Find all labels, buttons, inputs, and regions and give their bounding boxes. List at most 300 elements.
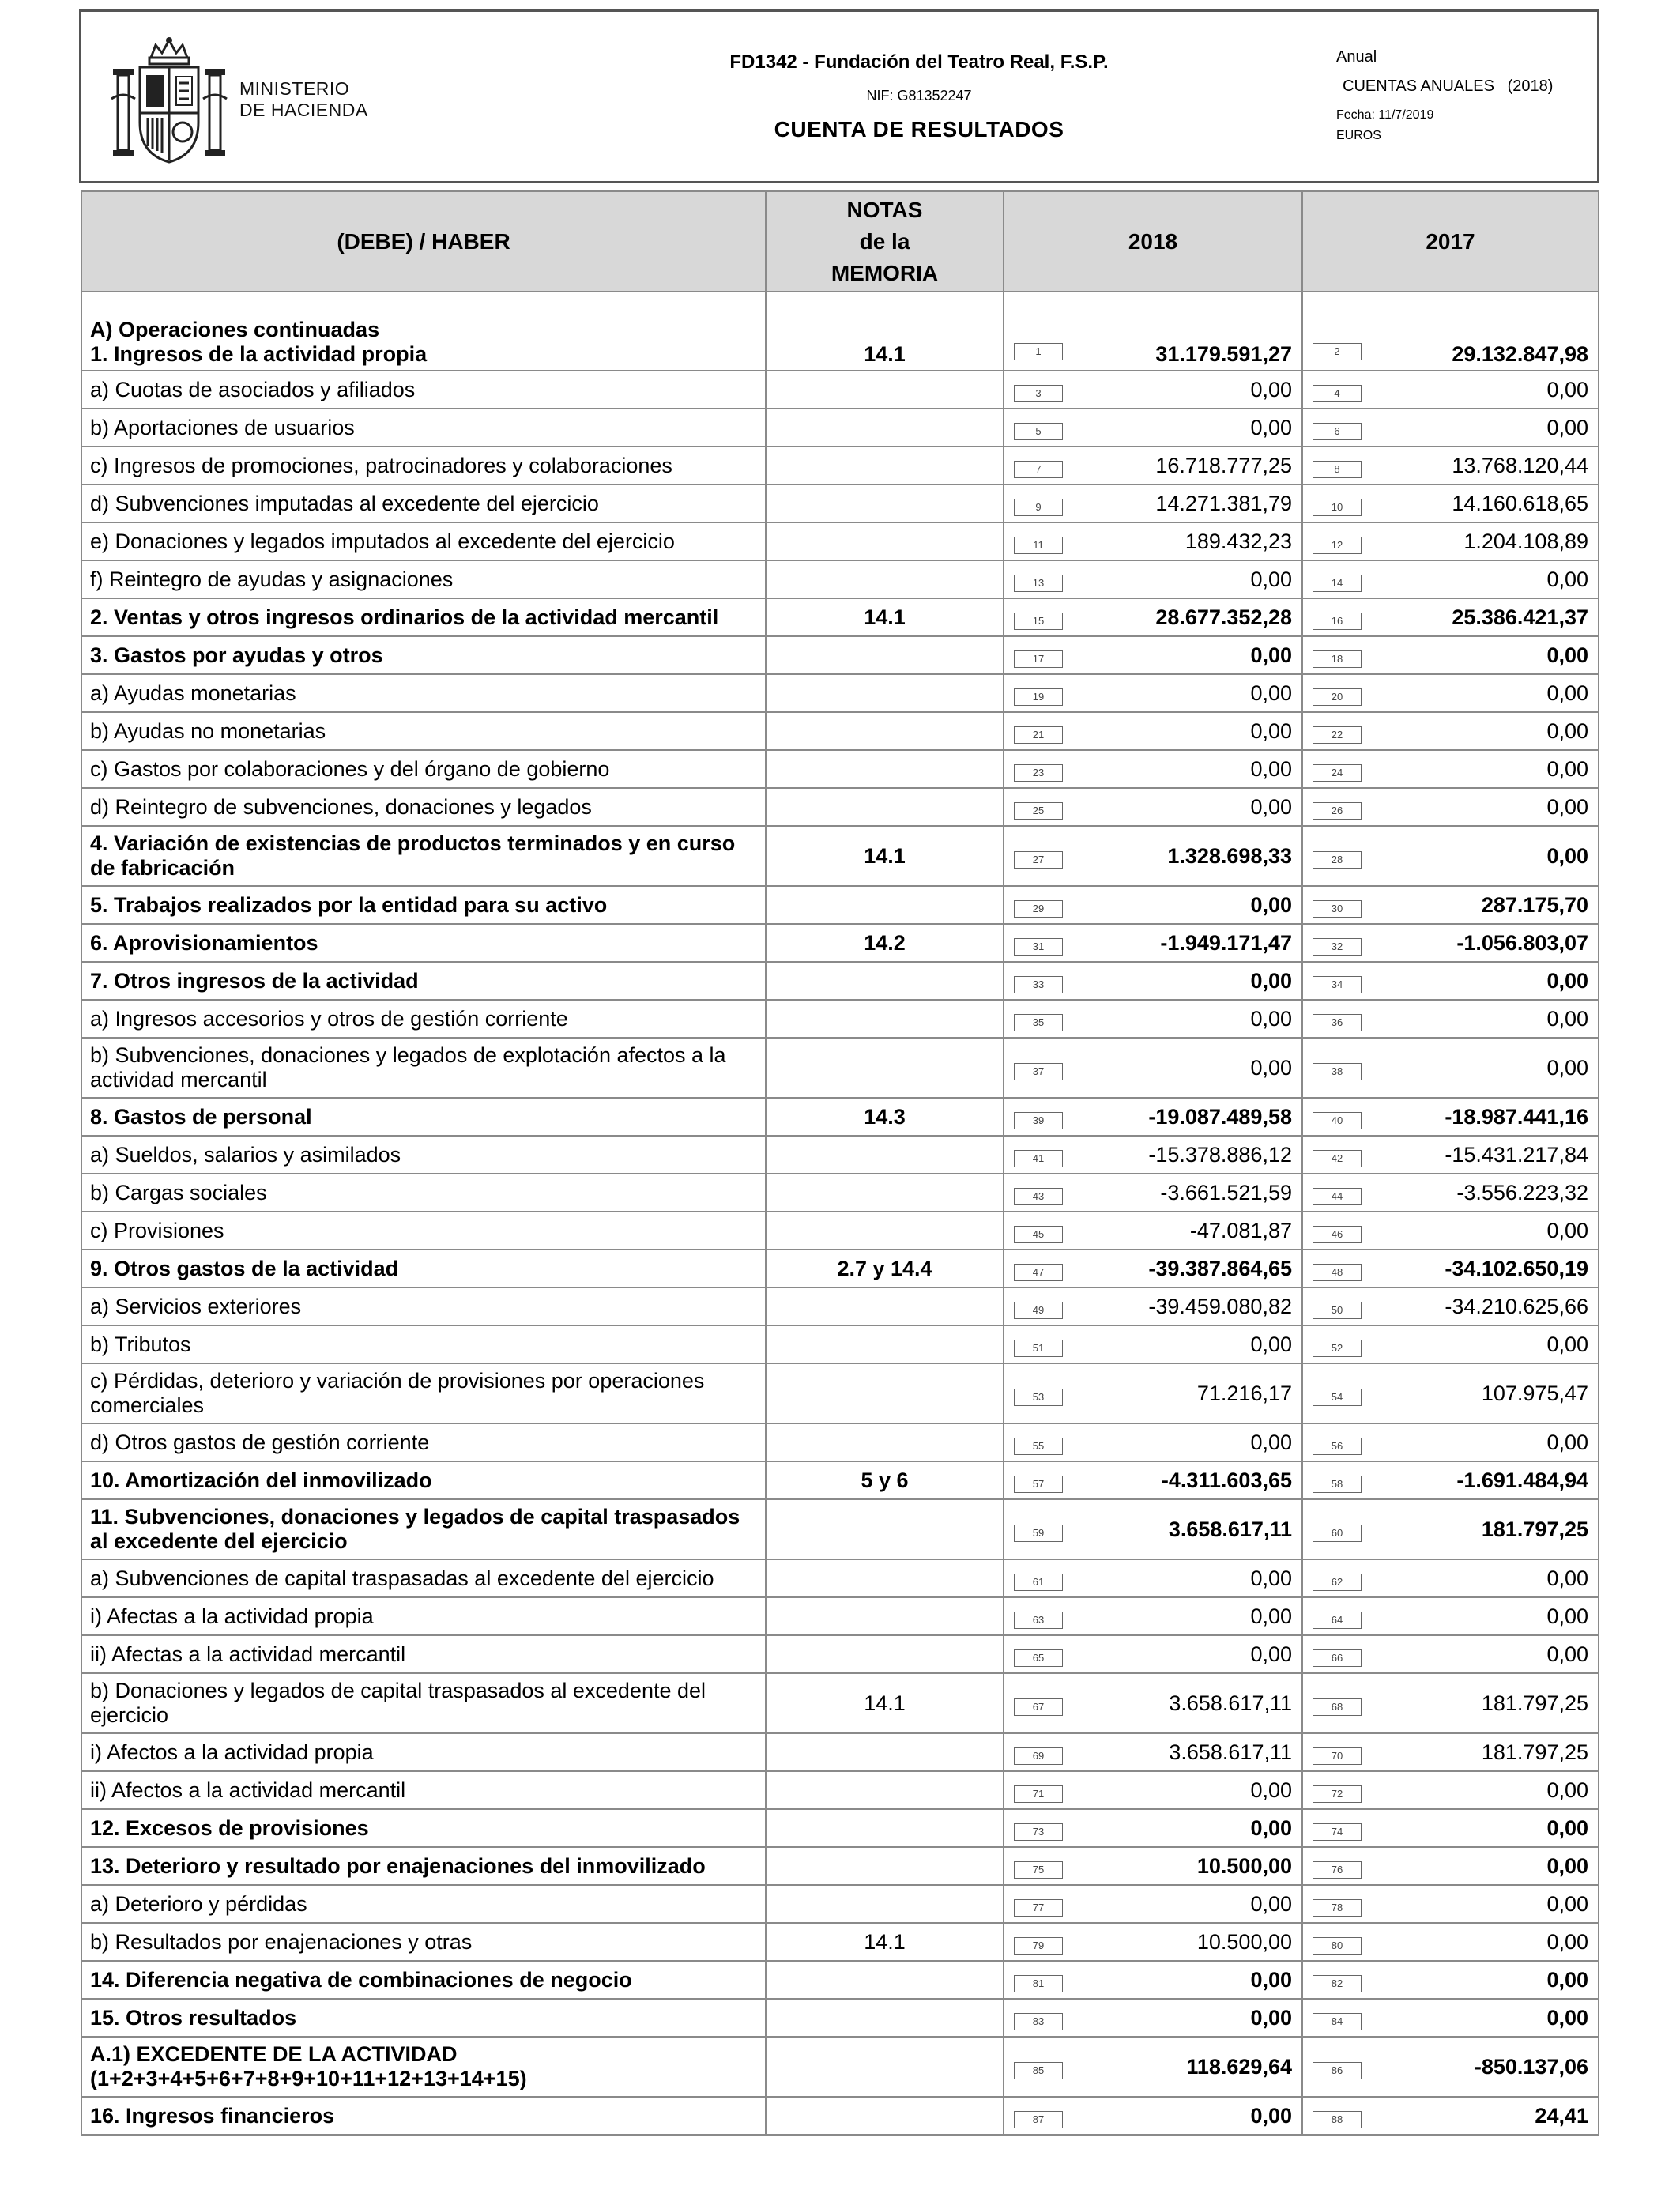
value-2018 (1004, 1325, 1302, 1363)
box-code: 62 (1313, 1574, 1362, 1591)
results-table (81, 190, 1599, 2136)
amount: 0,00 (1250, 892, 1292, 917)
row-note (766, 1499, 1004, 1559)
row-note: 14.1 (766, 1923, 1004, 1961)
row-note (766, 788, 1004, 826)
amount: 29.132.847,98 (1452, 342, 1588, 366)
coat-of-arms-icon (110, 36, 228, 170)
row-label-text: e) Donaciones y legados imputados al excedente del ejercicio (90, 529, 675, 553)
value-2018 (1004, 1809, 1302, 1847)
row-note: 2.7 y 14.4 (766, 1250, 1004, 1287)
row-label (81, 1673, 766, 1733)
amount: 25.386.421,37 (1452, 605, 1588, 629)
accounts-type: CUENTAS ANUALES (2018) (1343, 77, 1554, 95)
row-note: 14.1 (766, 826, 1004, 886)
value-2018 (1004, 750, 1302, 788)
row-label (81, 1499, 766, 1559)
amount: 0,00 (1250, 415, 1292, 439)
row-note: 14.2 (766, 924, 1004, 962)
box-code: 25 (1014, 802, 1063, 820)
value-2018 (1004, 484, 1302, 522)
value-2017 (1302, 1212, 1599, 1250)
box-code: 78 (1313, 1899, 1362, 1917)
box-code: 52 (1313, 1340, 1362, 1357)
row-note (766, 1809, 1004, 1847)
amount: 0,00 (1546, 567, 1588, 591)
amount: 0,00 (1250, 377, 1292, 401)
value-2017 (1302, 924, 1599, 962)
box-code: 81 (1014, 1975, 1063, 1992)
row-label (81, 1847, 766, 1885)
amount: 0,00 (1250, 1332, 1292, 1356)
amount: -15.431.217,84 (1445, 1142, 1588, 1167)
value-2017 (1302, 1885, 1599, 1923)
amount: -19.087.489,58 (1148, 1104, 1292, 1129)
row-label-text: 15. Otros resultados (90, 2005, 297, 2030)
row-label-text: a) Ingresos accesorios y otros de gestión corriente (90, 1006, 568, 1031)
row-label-text: d) Subvenciones imputadas al excedente del ejercicio (90, 491, 599, 515)
value-2018 (1004, 409, 1302, 447)
row-label (81, 886, 766, 924)
amount: -39.459.080,82 (1148, 1294, 1292, 1318)
row-note (766, 1212, 1004, 1250)
box-code: 47 (1014, 1264, 1063, 1281)
box-code: 30 (1313, 900, 1362, 918)
table-row (81, 1885, 1599, 1923)
value-2018 (1004, 1923, 1302, 1961)
amount: 0,00 (1546, 1604, 1588, 1628)
amount: 3.658.617,11 (1168, 1517, 1292, 1541)
box-code: 69 (1014, 1747, 1063, 1765)
value-2018 (1004, 1771, 1302, 1809)
row-label-text: c) Provisiones (90, 1218, 224, 1242)
box-code: 80 (1313, 1937, 1362, 1955)
value-2017 (1302, 1961, 1599, 1999)
amount: -34.210.625,66 (1445, 1294, 1588, 1318)
amount: 28.677.352,28 (1155, 605, 1292, 629)
box-code: 73 (1014, 1823, 1063, 1841)
value-2018 (1004, 1250, 1302, 1287)
row-label (81, 1559, 766, 1597)
row-label (81, 484, 766, 522)
row-note (766, 484, 1004, 522)
row-label-text: b) Ayudas no monetarias (90, 718, 326, 743)
value-2017 (1302, 560, 1599, 598)
value-2018 (1004, 598, 1302, 636)
amount: 14.160.618,65 (1452, 491, 1588, 515)
value-2017 (1302, 1635, 1599, 1673)
box-code: 64 (1313, 1612, 1362, 1629)
box-code: 29 (1014, 900, 1063, 918)
box-code: 88 (1313, 2111, 1362, 2128)
report-date: Fecha: 11/7/2019 (1336, 108, 1434, 122)
row-label-text: 1. Ingresos de la actividad propia (90, 342, 428, 366)
value-2018 (1004, 1212, 1302, 1250)
table-row (81, 1961, 1599, 1999)
box-code: 34 (1313, 976, 1362, 993)
amount: 0,00 (1546, 415, 1588, 439)
value-2018 (1004, 371, 1302, 409)
amount: 0,00 (1546, 1642, 1588, 1666)
value-2018 (1004, 447, 1302, 484)
box-code: 65 (1014, 1649, 1063, 1667)
box-code: 86 (1313, 2062, 1362, 2079)
box-code: 53 (1014, 1389, 1063, 1406)
row-label-text: a) Sueldos, salarios y asimilados (90, 1142, 401, 1167)
box-code: 15 (1014, 613, 1063, 630)
amount: 0,00 (1546, 1566, 1588, 1590)
row-label-text: a) Cuotas de asociados y afiliados (90, 377, 416, 401)
currency: EUROS (1336, 129, 1381, 142)
row-note (766, 447, 1004, 484)
box-code: 27 (1014, 851, 1063, 869)
amount: -1.949.171,47 (1160, 930, 1292, 955)
box-code: 14 (1313, 575, 1362, 592)
row-note (766, 1635, 1004, 1673)
value-2018 (1004, 1847, 1302, 1885)
amount: 71.216,17 (1196, 1381, 1292, 1405)
title-block (635, 51, 1203, 142)
col-header-2017: 2017 (1302, 191, 1599, 292)
table-row (81, 1250, 1599, 1287)
value-2018 (1004, 1499, 1302, 1559)
report-title: CUENTA DE RESULTADOS (774, 117, 1064, 141)
row-label (81, 924, 766, 962)
amount: 0,00 (1250, 643, 1292, 667)
row-label-text: d) Reintegro de subvenciones, donaciones y legados (90, 794, 592, 819)
amount: 1.328.698,33 (1167, 843, 1292, 868)
box-code: 85 (1014, 2062, 1063, 2079)
row-label-text: 4. Variación de existencias de productos terminados y en curso de fabricación (90, 831, 736, 880)
box-code: 61 (1014, 1574, 1063, 1591)
box-code: 39 (1014, 1112, 1063, 1129)
value-2018 (1004, 636, 1302, 674)
value-2017 (1302, 1000, 1599, 1038)
amount: 0,00 (1546, 968, 1588, 993)
amount: 0,00 (1250, 1642, 1292, 1666)
table-row (81, 924, 1599, 962)
amount: 16.718.777,25 (1155, 453, 1292, 477)
table-row (81, 1174, 1599, 1212)
amount: 14.271.381,79 (1155, 491, 1292, 515)
row-note (766, 560, 1004, 598)
box-code: 17 (1014, 650, 1063, 668)
value-2018 (1004, 1559, 1302, 1597)
row-label (81, 712, 766, 750)
value-2017 (1302, 1174, 1599, 1212)
table-row (81, 409, 1599, 447)
box-code: 67 (1014, 1698, 1063, 1716)
row-label-text: 5. Trabajos realizados por la entidad para su activo (90, 892, 608, 917)
box-code: 60 (1313, 1525, 1362, 1542)
box-code: 2 (1313, 343, 1362, 360)
box-code: 24 (1313, 764, 1362, 782)
value-2018 (1004, 674, 1302, 712)
amount: 0,00 (1250, 1891, 1292, 1916)
row-label (81, 1923, 766, 1961)
row-note (766, 1423, 1004, 1461)
value-2018 (1004, 1733, 1302, 1771)
row-note (766, 1961, 1004, 1999)
table-row (81, 1597, 1599, 1635)
section-heading: A) Operaciones continuadas (90, 318, 380, 341)
row-label (81, 1885, 766, 1923)
box-code: 74 (1313, 1823, 1362, 1841)
amount: 0,00 (1250, 1777, 1292, 1802)
value-2018 (1004, 1961, 1302, 1999)
box-code: 83 (1014, 2013, 1063, 2030)
box-code: 49 (1014, 1302, 1063, 1319)
row-note (766, 1771, 1004, 1809)
table-row (81, 560, 1599, 598)
row-label-text: 9. Otros gastos de la actividad (90, 1256, 399, 1280)
row-label-text: 16. Ingresos financieros (90, 2103, 335, 2128)
amount: 0,00 (1546, 843, 1588, 868)
table-row (81, 1673, 1599, 1733)
ministry-name (239, 78, 368, 121)
row-note (766, 1847, 1004, 1885)
value-2018 (1004, 1423, 1302, 1461)
row-label-text: c) Gastos por colaboraciones y del órgano de gobierno (90, 756, 610, 781)
box-code: 11 (1014, 537, 1063, 554)
value-2018 (1004, 1999, 1302, 2037)
value-2018 (1004, 1174, 1302, 1212)
amount: 0,00 (1546, 1777, 1588, 1802)
box-code: 55 (1014, 1438, 1063, 1455)
box-code: 38 (1313, 1063, 1362, 1080)
row-label-text: b) Cargas sociales (90, 1180, 267, 1204)
value-2018 (1004, 1673, 1302, 1733)
amount: 0,00 (1250, 718, 1292, 743)
amount: 0,00 (1250, 1815, 1292, 1840)
value-2017 (1302, 522, 1599, 560)
row-note (766, 1287, 1004, 1325)
box-code: 31 (1014, 938, 1063, 956)
row-label-text: b) Subvenciones, donaciones y legados de explotación afectos a la actividad mercantil (90, 1043, 726, 1091)
table-row (81, 2037, 1599, 2097)
box-code: 48 (1313, 1264, 1362, 1281)
table-row (81, 1847, 1599, 1885)
table-row (81, 712, 1599, 750)
value-2018 (1004, 712, 1302, 750)
table-row (81, 2097, 1599, 2135)
row-label (81, 826, 766, 886)
table-row (81, 1635, 1599, 1673)
amount: 0,00 (1250, 2103, 1292, 2128)
value-2018 (1004, 560, 1302, 598)
box-code: 36 (1313, 1014, 1362, 1031)
box-code: 63 (1014, 1612, 1063, 1629)
value-2017 (1302, 2097, 1599, 2135)
amount: 3.658.617,11 (1169, 1691, 1292, 1715)
box-code: 18 (1313, 650, 1362, 668)
value-2017 (1302, 2037, 1599, 2097)
value-2017 (1302, 371, 1599, 409)
table-row (81, 1999, 1599, 2037)
box-code: 40 (1313, 1112, 1362, 1129)
periodicity: Anual (1336, 48, 1377, 66)
box-code: 19 (1014, 688, 1063, 706)
row-note: 5 y 6 (766, 1461, 1004, 1499)
table-row (81, 1287, 1599, 1325)
box-code: 54 (1313, 1389, 1362, 1406)
value-2018 (1004, 1000, 1302, 1038)
row-label-text: 7. Otros ingresos de la actividad (90, 968, 419, 993)
row-label-text: a) Ayudas monetarias (90, 680, 296, 705)
amount: 0,00 (1546, 1815, 1588, 1840)
row-label-text: a) Subvenciones de capital traspasadas al excedente del ejercicio (90, 1566, 714, 1590)
box-code: 33 (1014, 976, 1063, 993)
row-label (81, 788, 766, 826)
row-note (766, 1363, 1004, 1423)
box-code: 7 (1014, 461, 1063, 478)
row-note (766, 409, 1004, 447)
row-note (766, 522, 1004, 560)
amount: -3.556.223,32 (1456, 1180, 1588, 1204)
amount: -850.137,06 (1474, 2054, 1588, 2079)
value-2017 (1302, 962, 1599, 1000)
value-2017 (1302, 1499, 1599, 1559)
amount: 0,00 (1546, 756, 1588, 781)
amount: 287.175,70 (1481, 892, 1588, 917)
row-note (766, 1559, 1004, 1597)
value-2018 (1004, 788, 1302, 826)
amount: -18.987.441,16 (1445, 1104, 1588, 1129)
value-2018 (1004, 1038, 1302, 1098)
amount: 0,00 (1250, 2005, 1292, 2030)
report-meta (1336, 48, 1553, 143)
value-2017 (1302, 1287, 1599, 1325)
row-label (81, 409, 766, 447)
box-code: 26 (1313, 802, 1362, 820)
row-label (81, 1771, 766, 1809)
box-code: 13 (1014, 575, 1063, 592)
table-row (81, 886, 1599, 924)
amount: 24,41 (1535, 2103, 1588, 2128)
amount: -39.387.864,65 (1148, 1256, 1292, 1280)
table-row (81, 1499, 1599, 1559)
table-row (81, 1325, 1599, 1363)
box-code: 6 (1313, 423, 1362, 440)
box-code: 46 (1313, 1226, 1362, 1243)
value-2017 (1302, 826, 1599, 886)
amount: -34.102.650,19 (1445, 1256, 1588, 1280)
value-2017 (1302, 1733, 1599, 1771)
amount: 0,00 (1250, 1055, 1292, 1080)
box-code: 1 (1014, 343, 1063, 360)
box-code: 75 (1014, 1861, 1063, 1879)
table-row (81, 1771, 1599, 1809)
row-note (766, 1325, 1004, 1363)
value-2017 (1302, 1136, 1599, 1174)
amount: 0,00 (1250, 1430, 1292, 1454)
amount: -4.311.603,65 (1161, 1468, 1292, 1492)
row-label (81, 522, 766, 560)
value-2017 (1302, 1923, 1599, 1961)
table-row (81, 826, 1599, 886)
amount: 181.797,25 (1481, 1740, 1588, 1764)
row-label (81, 962, 766, 1000)
row-label (81, 1423, 766, 1461)
box-code: 79 (1014, 1937, 1063, 1955)
table-row (81, 484, 1599, 522)
value-2017 (1302, 1771, 1599, 1809)
row-label (81, 1809, 766, 1847)
value-2017 (1302, 1038, 1599, 1098)
box-code: 82 (1313, 1975, 1362, 1992)
amount: 0,00 (1250, 1967, 1292, 1992)
row-note (766, 1597, 1004, 1635)
amount: 0,00 (1546, 377, 1588, 401)
row-label (81, 1038, 766, 1098)
box-code: 66 (1313, 1649, 1362, 1667)
table-row (81, 674, 1599, 712)
box-code: 59 (1014, 1525, 1063, 1542)
table-row (81, 788, 1599, 826)
amount: 1.204.108,89 (1463, 529, 1588, 553)
row-label (81, 1000, 766, 1038)
amount: -1.056.803,07 (1456, 930, 1588, 955)
box-code: 51 (1014, 1340, 1063, 1357)
row-label-text: A.1) EXCEDENTE DE LA ACTIVIDAD (1+2+3+4+5+6+7+8+9+10+11+12+13+14+15) (90, 2042, 527, 2090)
amount: 0,00 (1546, 1332, 1588, 1356)
row-label-text: c) Ingresos de promociones, patrocinadores y colaboraciones (90, 453, 672, 477)
amount: 0,00 (1250, 968, 1292, 993)
entity-name: FD1342 - Fundación del Teatro Real, F.S.P. (729, 51, 1109, 73)
amount: 107.975,47 (1481, 1381, 1588, 1405)
value-2018 (1004, 1363, 1302, 1423)
box-code: 3 (1014, 385, 1063, 402)
row-label-text: 2. Ventas y otros ingresos ordinarios de la actividad mercantil (90, 605, 719, 629)
table-row (81, 1809, 1599, 1847)
row-label-text: c) Pérdidas, deterioro y variación de provisiones por operaciones comerciales (90, 1369, 705, 1417)
row-label-text: 6. Aprovisionamientos (90, 930, 318, 955)
value-2018 (1004, 292, 1302, 371)
col-header-notes (766, 191, 1004, 292)
row-label (81, 1136, 766, 1174)
row-note (766, 1885, 1004, 1923)
table-row (81, 1000, 1599, 1038)
value-2017 (1302, 484, 1599, 522)
table-row (81, 292, 1599, 371)
box-code: 4 (1313, 385, 1362, 402)
row-note (766, 1733, 1004, 1771)
amount: 118.629,64 (1186, 2054, 1292, 2079)
table-row (81, 962, 1599, 1000)
amount: 13.768.120,44 (1452, 453, 1588, 477)
box-code: 76 (1313, 1861, 1362, 1879)
value-2017 (1302, 1363, 1599, 1423)
amount: -47.081,87 (1189, 1218, 1292, 1242)
row-label (81, 1250, 766, 1287)
table-row (81, 1461, 1599, 1499)
table-row (81, 522, 1599, 560)
value-2017 (1302, 1423, 1599, 1461)
row-note: 14.1 (766, 598, 1004, 636)
col-header-label: (DEBE) / HABER (81, 191, 766, 292)
amount: 0,00 (1546, 1967, 1588, 1992)
box-code: 12 (1313, 537, 1362, 554)
box-code: 20 (1313, 688, 1362, 706)
box-code: 57 (1014, 1476, 1063, 1493)
amount: 10.500,00 (1196, 1929, 1292, 1954)
row-note (766, 886, 1004, 924)
ministry-line-2: DE HACIENDA (239, 100, 368, 120)
table-row (81, 371, 1599, 409)
box-code: 71 (1014, 1785, 1063, 1803)
amount: 0,00 (1546, 794, 1588, 819)
value-2017 (1302, 674, 1599, 712)
